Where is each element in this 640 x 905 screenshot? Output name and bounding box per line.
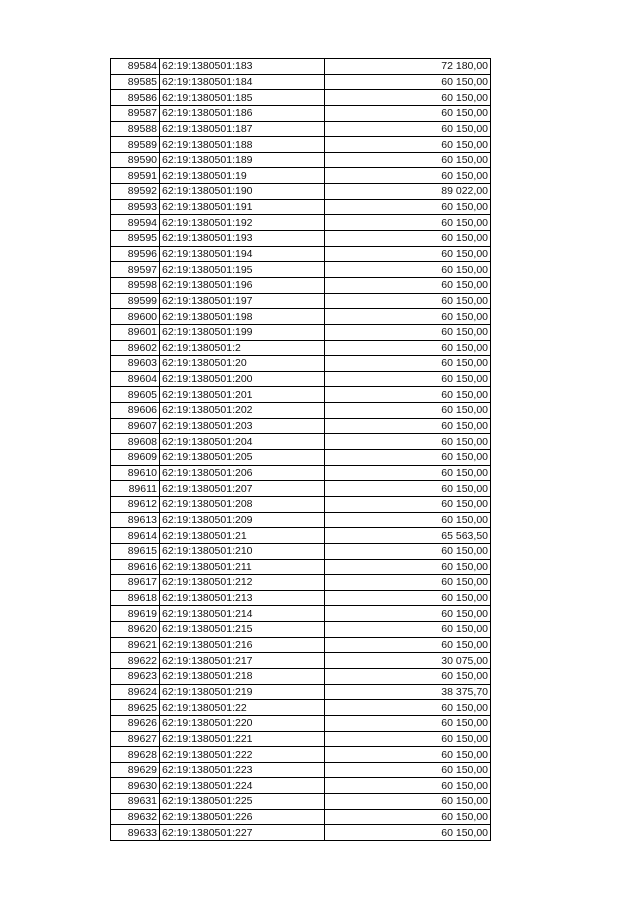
cadastral-value-cell: 60 150,00	[325, 622, 491, 638]
row-number-cell: 89630	[111, 778, 160, 794]
row-number-cell: 89617	[111, 575, 160, 591]
table-row	[111, 262, 491, 278]
cadastral-number-cell: 62:19:1380501:183	[160, 59, 325, 75]
cadastral-value-cell: 60 150,00	[325, 356, 491, 372]
cadastral-value-cell: 60 150,00	[325, 387, 491, 403]
row-number-cell: 89624	[111, 684, 160, 700]
cadastral-number-cell: 62:19:1380501:209	[160, 512, 325, 528]
cadastral-number-cell: 62:19:1380501:218	[160, 668, 325, 684]
cadastral-number-cell: 62:19:1380501:219	[160, 684, 325, 700]
cadastral-value-cell: 60 150,00	[325, 731, 491, 747]
cadastral-number-cell: 62:19:1380501:202	[160, 403, 325, 419]
table-row	[111, 731, 491, 747]
cadastral-number-cell: 62:19:1380501:193	[160, 231, 325, 247]
table-row	[111, 700, 491, 716]
cadastral-value-cell: 60 150,00	[325, 747, 491, 763]
cadastral-value-cell: 60 150,00	[325, 137, 491, 153]
cadastral-number-cell: 62:19:1380501:223	[160, 762, 325, 778]
table-row	[111, 105, 491, 121]
table-row	[111, 152, 491, 168]
cadastral-value-cell: 60 150,00	[325, 559, 491, 575]
cadastral-number-cell: 62:19:1380501:199	[160, 324, 325, 340]
cadastral-value-cell: 72 180,00	[325, 59, 491, 75]
table-row	[111, 246, 491, 262]
cadastral-value-cell: 60 150,00	[325, 277, 491, 293]
cadastral-value-cell: 60 150,00	[325, 215, 491, 231]
cadastral-number-cell: 62:19:1380501:226	[160, 809, 325, 825]
table-row	[111, 403, 491, 419]
table-row	[111, 324, 491, 340]
cadastral-number-cell: 62:19:1380501:189	[160, 152, 325, 168]
cadastral-number-cell: 62:19:1380501:224	[160, 778, 325, 794]
row-number-cell: 89595	[111, 231, 160, 247]
cadastral-number-cell: 62:19:1380501:198	[160, 309, 325, 325]
table-row	[111, 559, 491, 575]
row-number-cell: 89625	[111, 700, 160, 716]
cadastral-number-cell: 62:19:1380501:187	[160, 121, 325, 137]
table-row	[111, 371, 491, 387]
row-number-cell: 89605	[111, 387, 160, 403]
row-number-cell: 89606	[111, 403, 160, 419]
row-number-cell: 89607	[111, 418, 160, 434]
table-row	[111, 512, 491, 528]
cadastral-number-cell: 62:19:1380501:213	[160, 590, 325, 606]
cadastral-value-cell: 60 150,00	[325, 668, 491, 684]
cadastral-value-cell: 60 150,00	[325, 121, 491, 137]
cadastral-number-cell: 62:19:1380501:201	[160, 387, 325, 403]
row-number-cell: 89587	[111, 105, 160, 121]
table-row	[111, 90, 491, 106]
cadastral-value-cell: 60 150,00	[325, 465, 491, 481]
cadastral-number-cell: 62:19:1380501:185	[160, 90, 325, 106]
cadastral-value-cell: 60 150,00	[325, 575, 491, 591]
table-row	[111, 277, 491, 293]
cadastral-number-cell: 62:19:1380501:222	[160, 747, 325, 763]
cadastral-number-cell: 62:19:1380501:206	[160, 465, 325, 481]
cadastral-value-cell: 60 150,00	[325, 246, 491, 262]
table-row	[111, 747, 491, 763]
row-number-cell: 89593	[111, 199, 160, 215]
row-number-cell: 89612	[111, 496, 160, 512]
cadastral-value-cell: 60 150,00	[325, 293, 491, 309]
row-number-cell: 89584	[111, 59, 160, 75]
cadastral-number-cell: 62:19:1380501:208	[160, 496, 325, 512]
cadastral-value-cell: 60 150,00	[325, 809, 491, 825]
cadastral-value-cell: 60 150,00	[325, 403, 491, 419]
row-number-cell: 89623	[111, 668, 160, 684]
cadastral-number-cell: 62:19:1380501:186	[160, 105, 325, 121]
cadastral-number-cell: 62:19:1380501:2	[160, 340, 325, 356]
table-row	[111, 606, 491, 622]
cadastral-value-cell: 60 150,00	[325, 512, 491, 528]
cadastral-value-cell: 60 150,00	[325, 168, 491, 184]
cadastral-value-cell: 60 150,00	[325, 152, 491, 168]
table-row	[111, 637, 491, 653]
row-number-cell: 89601	[111, 324, 160, 340]
row-number-cell: 89619	[111, 606, 160, 622]
cadastral-number-cell: 62:19:1380501:19	[160, 168, 325, 184]
row-number-cell: 89618	[111, 590, 160, 606]
table-row	[111, 356, 491, 372]
cadastral-number-cell: 62:19:1380501:215	[160, 622, 325, 638]
cadastral-number-cell: 62:19:1380501:227	[160, 825, 325, 841]
cadastral-value-cell: 60 150,00	[325, 637, 491, 653]
row-number-cell: 89600	[111, 309, 160, 325]
row-number-cell: 89604	[111, 371, 160, 387]
table-row	[111, 387, 491, 403]
cadastral-value-cell: 60 150,00	[325, 606, 491, 622]
cadastral-number-cell: 62:19:1380501:210	[160, 543, 325, 559]
cadastral-value-cell: 60 150,00	[325, 371, 491, 387]
table-row	[111, 450, 491, 466]
table-row	[111, 809, 491, 825]
table-row	[111, 184, 491, 200]
cadastral-number-cell: 62:19:1380501:197	[160, 293, 325, 309]
cadastral-value-table	[110, 58, 491, 841]
row-number-cell: 89609	[111, 450, 160, 466]
row-number-cell: 89586	[111, 90, 160, 106]
cadastral-value-cell: 60 150,00	[325, 762, 491, 778]
table-row	[111, 543, 491, 559]
cadastral-value-cell: 65 563,50	[325, 528, 491, 544]
cadastral-number-cell: 62:19:1380501:204	[160, 434, 325, 450]
table-row	[111, 465, 491, 481]
table-row	[111, 653, 491, 669]
cadastral-value-cell: 60 150,00	[325, 340, 491, 356]
table-row	[111, 590, 491, 606]
cadastral-number-cell: 62:19:1380501:184	[160, 74, 325, 90]
row-number-cell: 89631	[111, 794, 160, 810]
cadastral-value-cell: 60 150,00	[325, 324, 491, 340]
table-row	[111, 762, 491, 778]
row-number-cell: 89589	[111, 137, 160, 153]
cadastral-number-cell: 62:19:1380501:212	[160, 575, 325, 591]
cadastral-value-cell: 60 150,00	[325, 794, 491, 810]
table-row	[111, 575, 491, 591]
cadastral-number-cell: 62:19:1380501:20	[160, 356, 325, 372]
row-number-cell: 89610	[111, 465, 160, 481]
row-number-cell: 89614	[111, 528, 160, 544]
document-page	[110, 58, 491, 841]
table-row	[111, 496, 491, 512]
table-row	[111, 137, 491, 153]
cadastral-number-cell: 62:19:1380501:22	[160, 700, 325, 716]
table-row	[111, 622, 491, 638]
cadastral-number-cell: 62:19:1380501:225	[160, 794, 325, 810]
table-row	[111, 418, 491, 434]
row-number-cell: 89590	[111, 152, 160, 168]
cadastral-number-cell: 62:19:1380501:200	[160, 371, 325, 387]
table-row	[111, 715, 491, 731]
table-row	[111, 481, 491, 497]
cadastral-number-cell: 62:19:1380501:205	[160, 450, 325, 466]
cadastral-value-cell: 60 150,00	[325, 543, 491, 559]
row-number-cell: 89608	[111, 434, 160, 450]
cadastral-value-cell: 60 150,00	[325, 199, 491, 215]
table-row	[111, 309, 491, 325]
cadastral-value-cell: 60 150,00	[325, 481, 491, 497]
cadastral-value-cell: 60 150,00	[325, 262, 491, 278]
table-row	[111, 794, 491, 810]
cadastral-value-cell: 60 150,00	[325, 105, 491, 121]
row-number-cell: 89627	[111, 731, 160, 747]
table-row	[111, 434, 491, 450]
row-number-cell: 89616	[111, 559, 160, 575]
row-number-cell: 89633	[111, 825, 160, 841]
cadastral-number-cell: 62:19:1380501:211	[160, 559, 325, 575]
row-number-cell: 89620	[111, 622, 160, 638]
cadastral-number-cell: 62:19:1380501:195	[160, 262, 325, 278]
cadastral-number-cell: 62:19:1380501:194	[160, 246, 325, 262]
table-row	[111, 121, 491, 137]
row-number-cell: 89594	[111, 215, 160, 231]
table-row	[111, 684, 491, 700]
cadastral-number-cell: 62:19:1380501:188	[160, 137, 325, 153]
cadastral-value-cell: 60 150,00	[325, 825, 491, 841]
table-row	[111, 340, 491, 356]
row-number-cell: 89597	[111, 262, 160, 278]
row-number-cell: 89632	[111, 809, 160, 825]
row-number-cell: 89603	[111, 356, 160, 372]
table-row	[111, 59, 491, 75]
cadastral-value-cell: 30 075,00	[325, 653, 491, 669]
cadastral-value-cell: 60 150,00	[325, 418, 491, 434]
table-row	[111, 168, 491, 184]
cadastral-number-cell: 62:19:1380501:203	[160, 418, 325, 434]
cadastral-value-cell: 60 150,00	[325, 434, 491, 450]
row-number-cell: 89596	[111, 246, 160, 262]
cadastral-value-cell: 60 150,00	[325, 309, 491, 325]
cadastral-value-cell: 60 150,00	[325, 590, 491, 606]
cadastral-number-cell: 62:19:1380501:190	[160, 184, 325, 200]
row-number-cell: 89622	[111, 653, 160, 669]
row-number-cell: 89611	[111, 481, 160, 497]
row-number-cell: 89599	[111, 293, 160, 309]
cadastral-number-cell: 62:19:1380501:214	[160, 606, 325, 622]
row-number-cell: 89621	[111, 637, 160, 653]
table-row	[111, 528, 491, 544]
row-number-cell: 89598	[111, 277, 160, 293]
table-row	[111, 74, 491, 90]
row-number-cell: 89629	[111, 762, 160, 778]
cadastral-number-cell: 62:19:1380501:191	[160, 199, 325, 215]
table-row	[111, 199, 491, 215]
cadastral-value-cell: 60 150,00	[325, 700, 491, 716]
cadastral-value-cell: 60 150,00	[325, 74, 491, 90]
table-row	[111, 231, 491, 247]
cadastral-number-cell: 62:19:1380501:221	[160, 731, 325, 747]
row-number-cell: 89588	[111, 121, 160, 137]
row-number-cell: 89602	[111, 340, 160, 356]
cadastral-number-cell: 62:19:1380501:220	[160, 715, 325, 731]
cadastral-value-cell: 89 022,00	[325, 184, 491, 200]
row-number-cell: 89585	[111, 74, 160, 90]
cadastral-value-cell: 60 150,00	[325, 715, 491, 731]
row-number-cell: 89626	[111, 715, 160, 731]
cadastral-number-cell: 62:19:1380501:196	[160, 277, 325, 293]
cadastral-value-cell: 38 375,70	[325, 684, 491, 700]
row-number-cell: 89592	[111, 184, 160, 200]
row-number-cell: 89628	[111, 747, 160, 763]
table-row	[111, 668, 491, 684]
table-row	[111, 825, 491, 841]
cadastral-value-cell: 60 150,00	[325, 231, 491, 247]
cadastral-number-cell: 62:19:1380501:192	[160, 215, 325, 231]
cadastral-number-cell: 62:19:1380501:216	[160, 637, 325, 653]
row-number-cell: 89615	[111, 543, 160, 559]
cadastral-value-cell: 60 150,00	[325, 778, 491, 794]
cadastral-value-cell: 60 150,00	[325, 450, 491, 466]
row-number-cell: 89613	[111, 512, 160, 528]
cadastral-number-cell: 62:19:1380501:21	[160, 528, 325, 544]
row-number-cell: 89591	[111, 168, 160, 184]
cadastral-number-cell: 62:19:1380501:207	[160, 481, 325, 497]
table-row	[111, 215, 491, 231]
table-row	[111, 293, 491, 309]
cadastral-number-cell: 62:19:1380501:217	[160, 653, 325, 669]
table-row	[111, 778, 491, 794]
table-body	[111, 59, 491, 841]
cadastral-value-cell: 60 150,00	[325, 90, 491, 106]
cadastral-value-cell: 60 150,00	[325, 496, 491, 512]
